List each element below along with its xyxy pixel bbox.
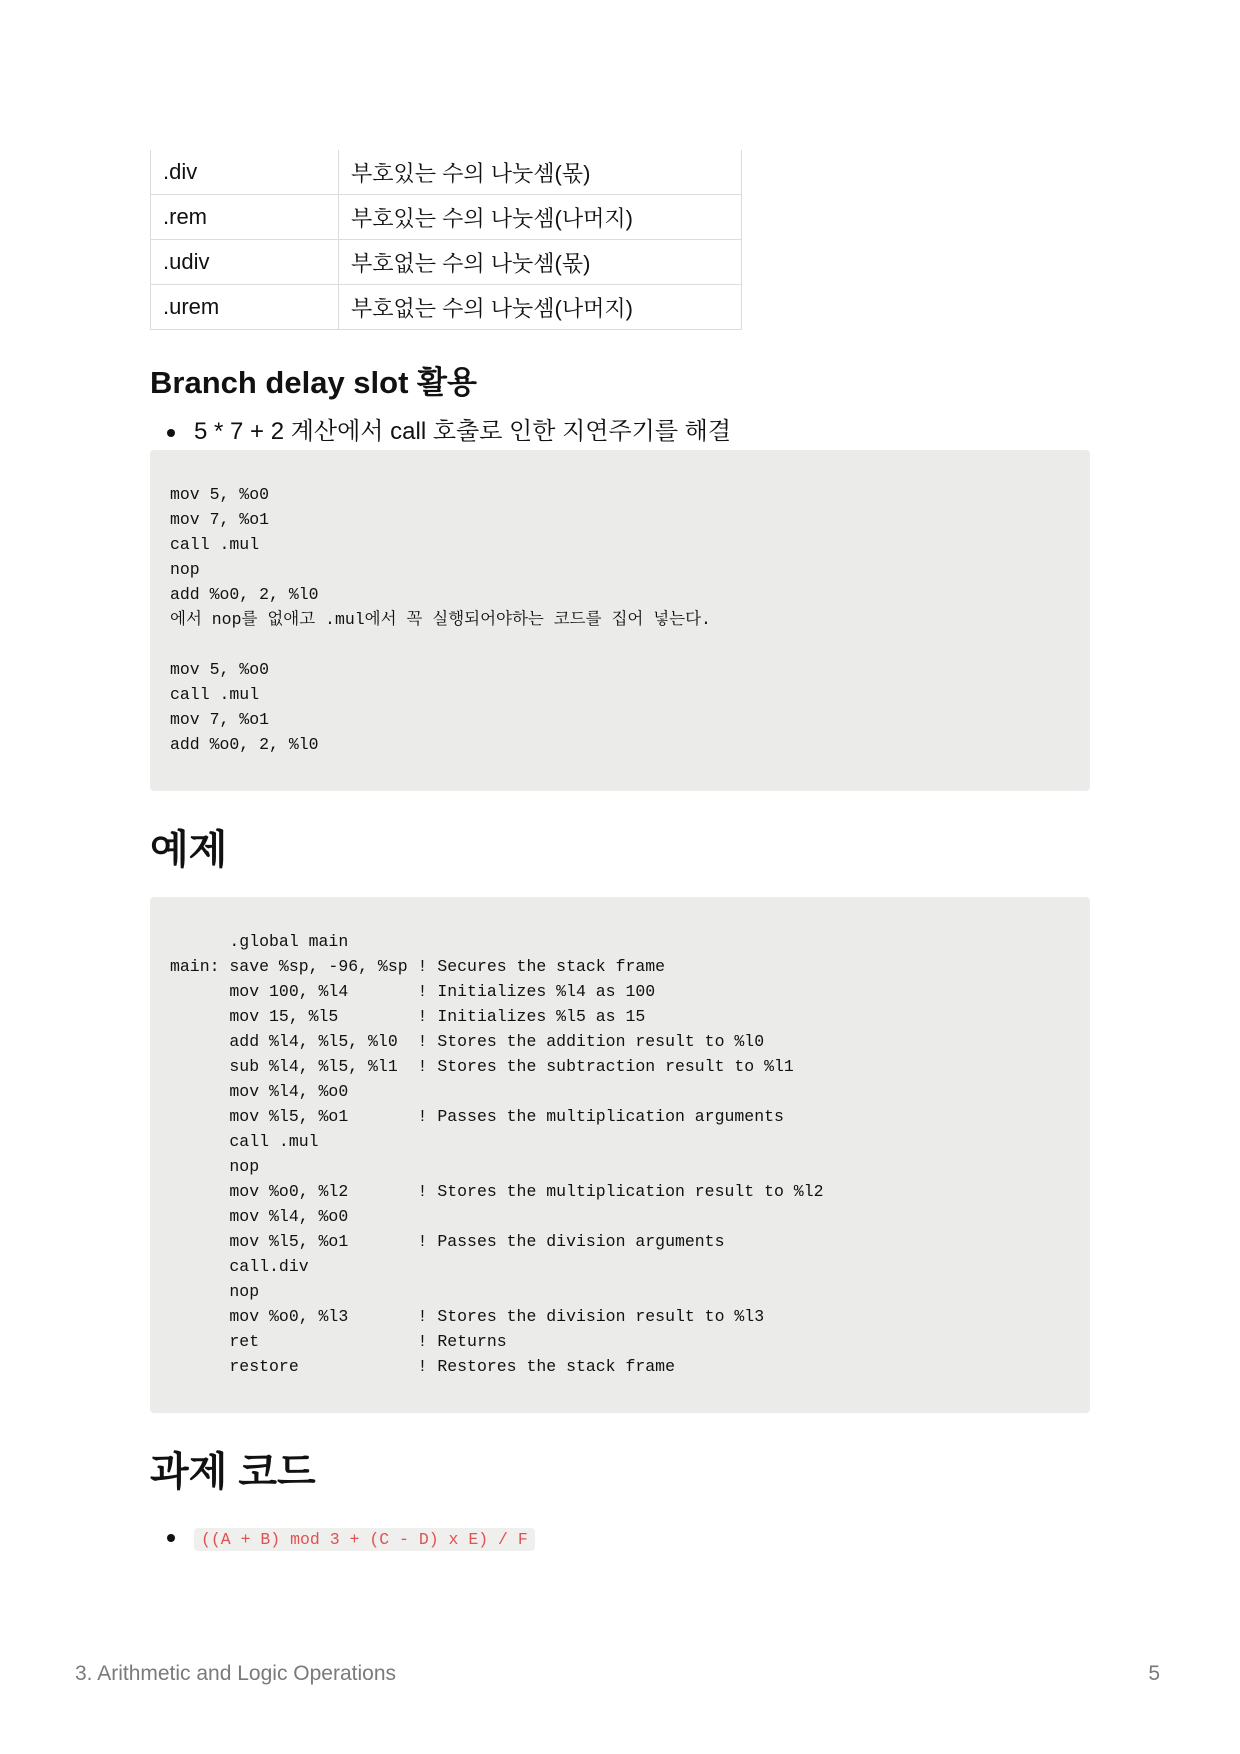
desc-cell: 부호있는 수의 나눗셈(나머지): [339, 195, 742, 240]
op-cell: .rem: [151, 195, 339, 240]
op-cell: .div: [151, 150, 339, 195]
document-page: [150, 150, 1090, 1558]
division-ops-table: [150, 150, 742, 330]
example-heading: 예제: [150, 828, 228, 872]
list-item: 5 * 7 + 2 계산에서 call 호출로 인한 지연주기를 해결: [150, 414, 1090, 450]
op-cell: .urem: [151, 285, 339, 330]
example-code-block: .global main main: save %sp, -96, %sp ! Secures the stack frame mov 100, %l4 ! Initializes %l4 as 100 mov 15, %l5 ! Initializes %l5 as 15 add %l4, %l5, %l0 ! Stores the addition result to %l0 sub %l4, %l5, %l1 ! Stores the subtraction result to %l1 mov %l4, %o0 mov %l5, %o1 ! Passes the multiplication arguments call .mul nop mov %o0, %l2 ! Stores the multiplication result to %l2 mov %l4, %o0 mov %l5, %o1 ! Passes the division arguments call.div nop mov %o0, %l3 ! Stores the division result to %l3 ret ! Returns restore ! Restores the stack frame: [150, 897, 1090, 1413]
task-heading: 과제 코드: [150, 1450, 316, 1494]
desc-cell: 부호없는 수의 나눗셈(몫): [339, 240, 742, 285]
task-bullet-list: [150, 1519, 1090, 1558]
table-row: [151, 150, 742, 195]
desc-cell: 부호없는 수의 나눗셈(나머지): [339, 285, 742, 330]
branch-bullet-list: [150, 414, 1090, 450]
footer-page-number: 5: [1148, 1662, 1160, 1685]
table-row: [151, 240, 742, 285]
list-item: [150, 1519, 1090, 1558]
task-expression: ((A + B) mod 3 + (C - D) x E) / F: [194, 1528, 535, 1551]
desc-cell: 부호있는 수의 나눗셈(몫): [339, 150, 742, 195]
footer-chapter-title: 3. Arithmetic and Logic Operations: [75, 1662, 397, 1685]
branch-code-block: mov 5, %o0 mov 7, %o1 call .mul nop add %o0, 2, %l0 에서 nop를 없애고 .mul에서 꼭 실행되어야하는 코드를 집어 넣는다. mov 5, %o0 call .mul mov 7, %o1 add %o0, 2, %l0: [150, 450, 1090, 791]
op-cell: .udiv: [151, 240, 339, 285]
table-row: [151, 195, 742, 240]
branch-delay-heading: Branch delay slot 활용: [150, 365, 477, 400]
table-row: [151, 285, 742, 330]
